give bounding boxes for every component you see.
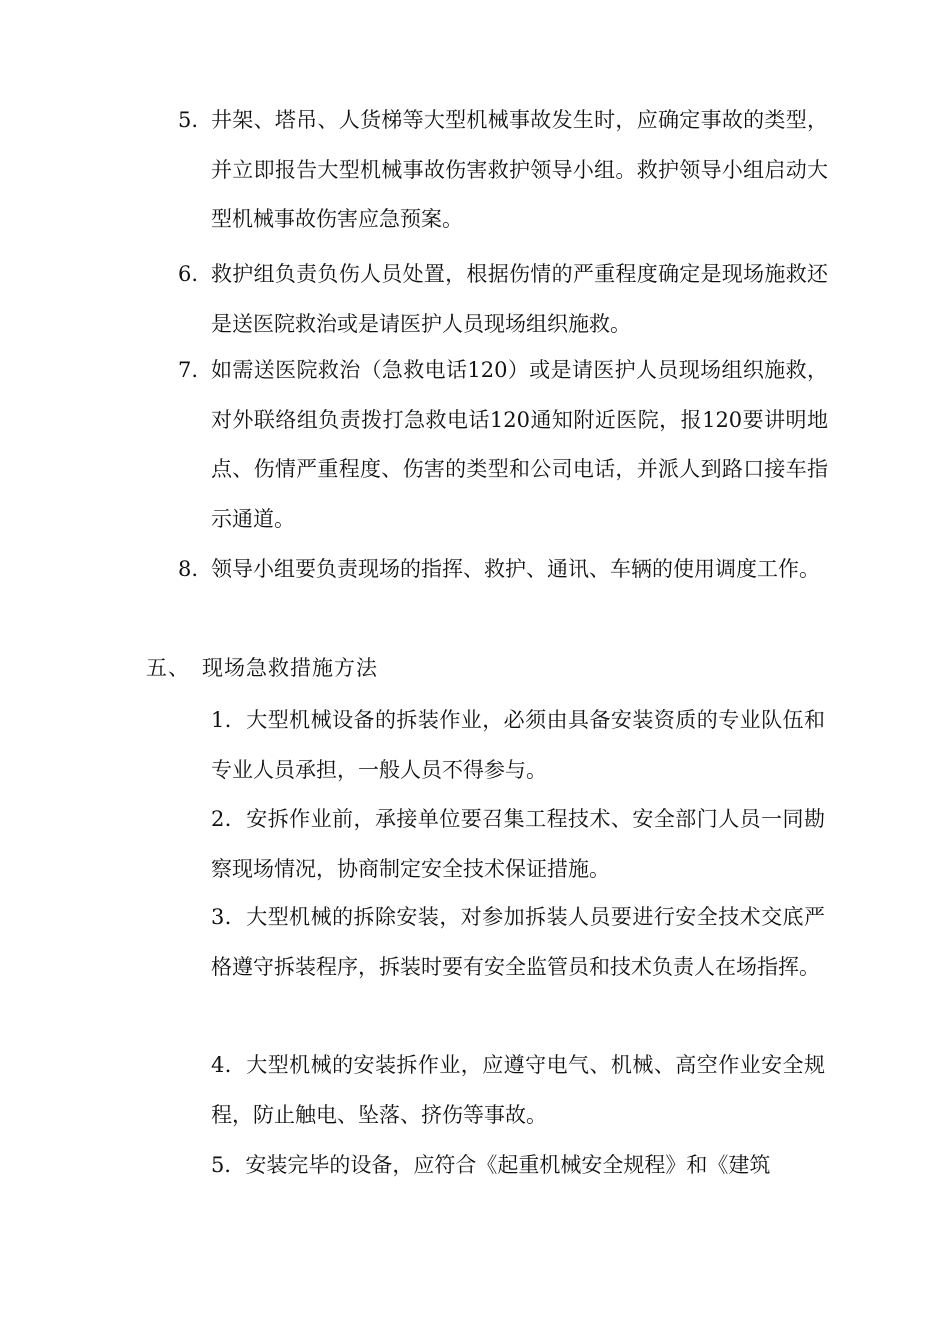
section-number: 五、 — [146, 656, 190, 680]
item-text: 领导小组要负责现场的指挥、救护、通讯、车辆的使用调度工作。 — [211, 557, 820, 581]
numbered-item — [178, 346, 828, 544]
section-title: 现场急救措施方法 — [202, 656, 378, 680]
section-heading — [146, 648, 378, 688]
measure-paragraph: 4．大型机械的安装拆作业，应遵守电气、机械、高空作业安全规程，防止触电、坠落、挤伤等事故。 — [211, 1053, 825, 1127]
measure-paragraph: 2．安拆作业前，承接单位要召集工程技术、安全部门人员一同勘察现场情况，协商制定安全技术保证措施。 — [211, 807, 825, 881]
numbered-item — [178, 96, 828, 245]
item-text: 如需送医院救治（急救电话120）或是请医护人员现场组织施救，对外联络组负责拨打急救电话120通知附近医院，报120要讲明地点、伤情严重程度、伤害的类型和公司电话，并派人到路口接车指示通道。 — [211, 358, 828, 531]
item-text: 救护组负责负伤人员处置，根据伤情的严重程度确定是现场施救还是送医院救治或是请医护人员现场组织施救。 — [211, 262, 828, 336]
item-number: 8. — [178, 557, 199, 581]
item-number: 7. — [178, 358, 199, 382]
numbered-item — [178, 545, 828, 595]
item-text: 井架、塔吊、人货梯等大型机械事故发生时，应确定事故的类型，并立即报告大型机械事故伤害救护领导小组。救护领导小组启动大型机械事故伤害应急预案。 — [211, 108, 828, 231]
numbered-item — [178, 250, 828, 349]
item-number: 6. — [178, 262, 199, 286]
measure-paragraph: 1．大型机械设备的拆装作业，必须由具备安装资质的专业队伍和专业人员承担，一般人员不得参与。 — [211, 708, 825, 782]
measure-paragraph: 5．安装完毕的设备，应符合《起重机械安全规程》和《建筑 — [211, 1153, 771, 1177]
measure-paragraph: 3．大型机械的拆除安装，对参加拆装人员要进行安全技术交底严格遵守拆装程序，拆装时要有安全监管员和技术负责人在场指挥。 — [211, 905, 825, 979]
item-number: 5. — [178, 108, 199, 132]
